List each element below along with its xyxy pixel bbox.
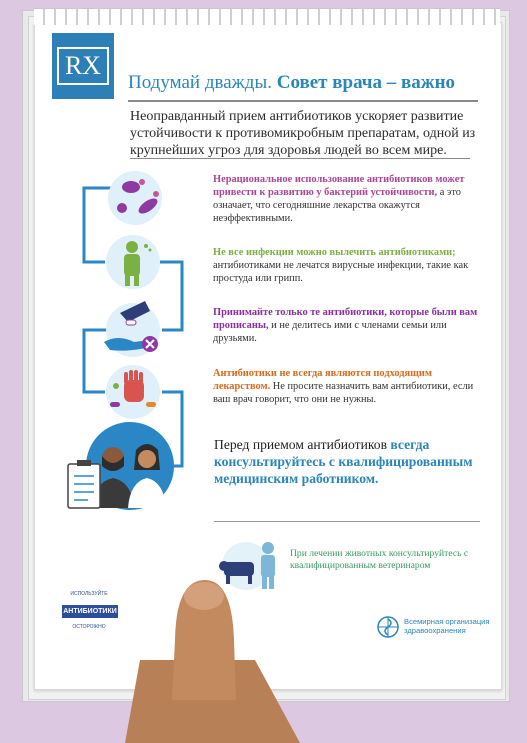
connector-2 [160, 262, 182, 330]
advice-item-3 [213, 306, 488, 345]
advice-item-1-highlight: Нерациональное использование антибиотиков может привести к развитию у бактерий устойчивости, [213, 174, 465, 198]
advice-item-2 [213, 246, 488, 285]
rx-label: RX [57, 47, 109, 85]
bottom-divider [214, 521, 480, 522]
advice-item-4-highlight: Антибиотики не всегда являются подходящим лекарством. [213, 368, 432, 392]
consult-highlight: всегда консультируйтесь с квалифицированным медицинским работником. [214, 437, 473, 486]
cow-and-vet-icon [219, 542, 275, 590]
connector-3 [84, 330, 107, 392]
bacteria-icon [108, 171, 162, 225]
who-name: Всемирная организация здравоохранения [404, 617, 490, 635]
advice-item-3-text: и не делитесь ими с членами семьи или друзьями. [213, 320, 447, 344]
title-part-1: Подумай дважды. [128, 72, 272, 93]
consult-statement [214, 436, 474, 487]
intro-text: Неоправданный прием антибиотиков ускоряет развитие устойчивости к противомикробным препаратам, одной из крупнейших угроз для здоровья людей во всем мире. [130, 109, 476, 158]
advice-item-3-highlight: Принимайте только те антибиотики, которые были вам прописаны, [213, 307, 478, 331]
badge-top-text: ИСПОЛЬЗУЙТЕ [70, 591, 108, 597]
hand-illustration [125, 580, 300, 743]
advice-item-1-text: а это означает, что сегодняшние лекарства окажутся неэффективными. [213, 187, 461, 224]
title-part-2: Совет врача – важно [276, 72, 456, 93]
advice-item-4-text: Не просите назначить вам антибиотики, если ваш врач говорит, что они не нужны. [213, 381, 474, 405]
advice-item-2-text: антибиотиками не лечатся вирусные инфекции, такие как простуда или грипп. [213, 260, 469, 284]
who-emblem-icon [378, 617, 398, 637]
stop-hand-icon [106, 365, 160, 419]
no-sharing-pills-icon [104, 301, 160, 357]
badge-ribbon: АНТИБИОТИКИ [62, 605, 118, 618]
vet-advice-text: При лечении животных консультируйтесь с квалифицированным ветеринаром [290, 548, 469, 571]
consult-prefix: Перед приемом антибиотиков [214, 437, 391, 452]
advice-item-1 [213, 173, 488, 225]
advice-item-2-highlight: Не все инфекции можно вылечить антибиотиками; [213, 247, 456, 258]
sick-person-icon [106, 235, 160, 289]
clipboard-icon [68, 460, 100, 508]
advice-item-4 [213, 367, 488, 406]
badge-bottom-text: ОСТОРОЖНО [72, 624, 106, 630]
